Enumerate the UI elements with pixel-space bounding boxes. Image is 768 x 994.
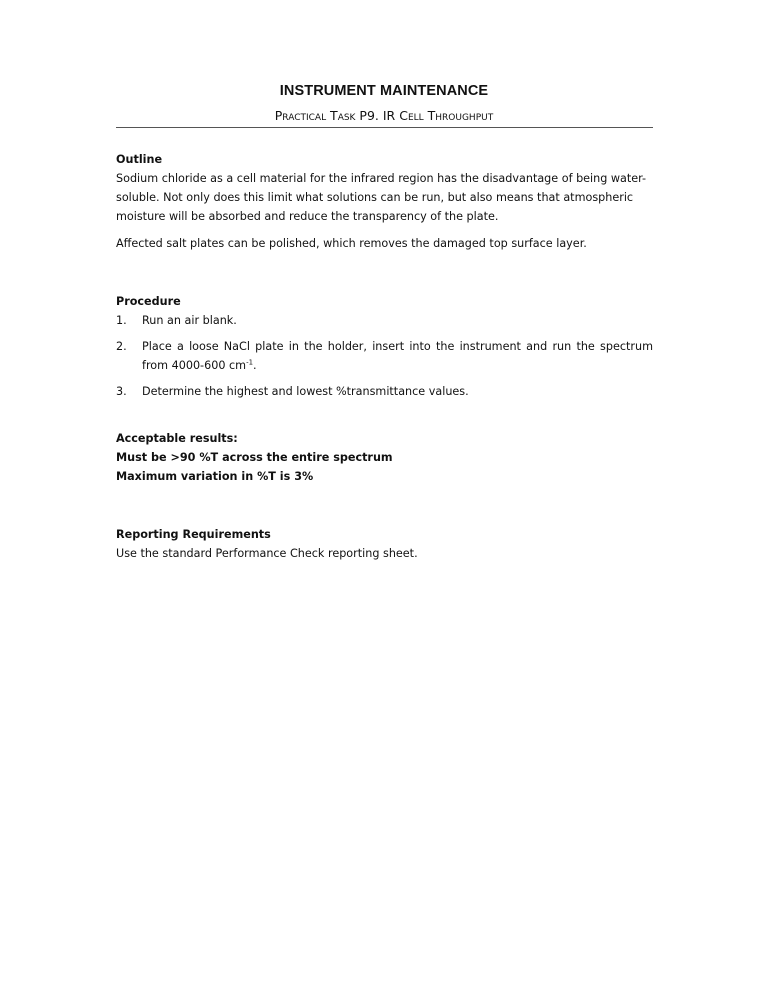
step-text-tail: . (253, 359, 257, 372)
step-number: 3. (116, 385, 127, 398)
title-divider (116, 127, 653, 128)
outline-paragraph-line-2: soluble. Not only does this limit what solutions can be run, but also means that atmospheric (116, 191, 634, 204)
step-number: 2. (116, 340, 127, 353)
step-text-wrapper (142, 337, 653, 375)
outline-paragraph-line-1: Sodium chloride as a cell material for the infrared region has the disadvantage of being water- (116, 172, 647, 185)
outline-section (116, 150, 653, 253)
acceptable-results-section (116, 429, 653, 486)
document-body (116, 150, 653, 563)
procedure-step (116, 382, 653, 401)
unit-exponent: -1 (246, 358, 254, 367)
step-text: Determine the highest and lowest %transmittance values. (142, 385, 469, 398)
step-text: Run an air blank. (142, 314, 237, 327)
step-number: 1. (116, 314, 127, 327)
procedure-heading: Procedure (116, 295, 181, 308)
step-text: Place a loose NaCl plate in the holder, insert into the instrument and run the spectrum from 4000-600 cm (142, 340, 653, 372)
procedure-section (116, 292, 653, 401)
procedure-step (116, 337, 653, 375)
reporting-section (116, 525, 653, 563)
reporting-text: Use the standard Performance Check reporting sheet. (116, 547, 418, 560)
reporting-heading: Reporting Requirements (116, 528, 271, 541)
acceptable-results-heading: Acceptable results: (116, 432, 238, 445)
acceptable-results-line-2: Maximum variation in %T is 3% (116, 470, 314, 483)
outline-paragraph-2: Affected salt plates can be polished, which removes the damaged top surface layer. (116, 237, 587, 250)
document-subtitle: Practical Task P9. IR Cell Throughput (274, 108, 494, 123)
document-title: INSTRUMENT MAINTENANCE (279, 83, 489, 99)
procedure-step (116, 311, 653, 330)
outline-heading: Outline (116, 153, 163, 166)
acceptable-results-line-1: Must be >90 %T across the entire spectrum (116, 451, 393, 464)
outline-paragraph-line-3: moisture will be absorbed and reduce the transparency of the plate. (116, 210, 499, 223)
